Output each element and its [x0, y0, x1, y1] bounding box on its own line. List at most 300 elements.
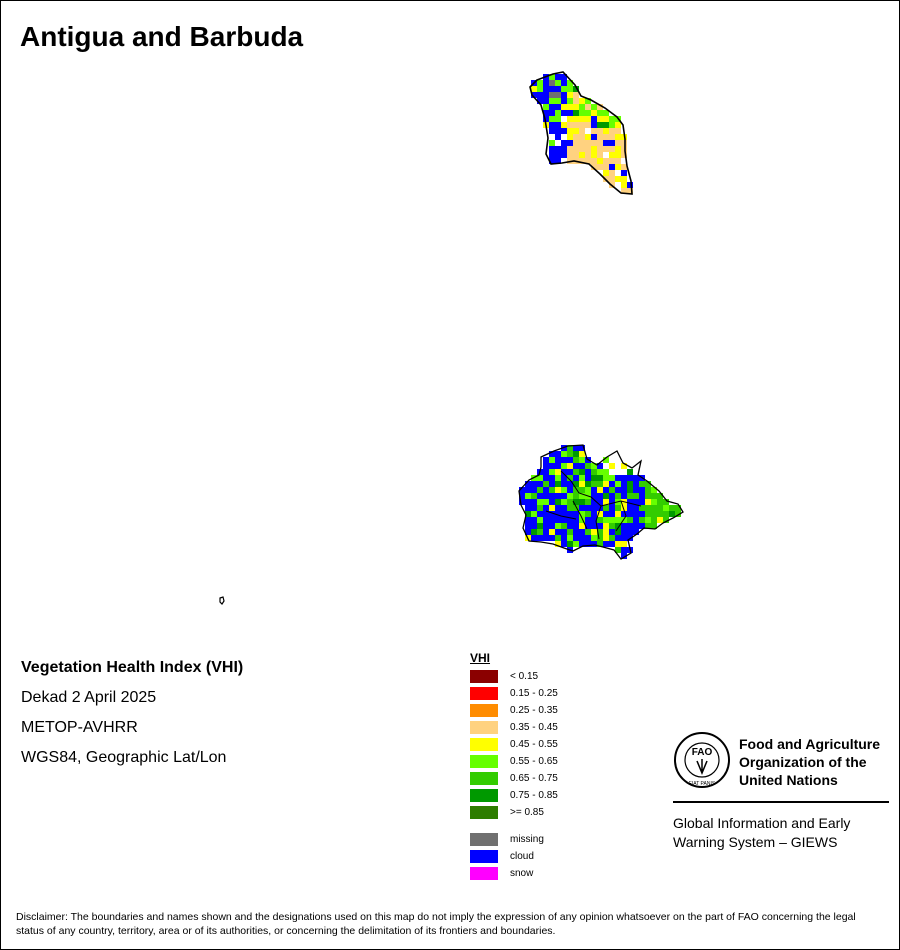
fao-name-line-2: Organization of the	[739, 754, 867, 770]
vhi-pixel	[603, 493, 609, 499]
vhi-pixel	[531, 517, 537, 523]
vhi-pixel	[621, 529, 627, 535]
vhi-pixel	[555, 86, 561, 92]
vhi-pixel	[663, 511, 669, 517]
vhi-pixel	[603, 116, 609, 122]
vhi-pixel	[549, 517, 555, 523]
vhi-pixel	[555, 529, 561, 535]
vhi-pixel	[615, 529, 621, 535]
vhi-pixel	[543, 535, 549, 541]
vhi-pixel	[555, 523, 561, 529]
vhi-pixel	[591, 529, 597, 535]
vhi-pixel	[555, 469, 561, 475]
vhi-pixel	[591, 122, 597, 128]
vhi-pixel	[567, 511, 573, 517]
vhi-pixel	[573, 457, 579, 463]
vhi-pixel	[615, 487, 621, 493]
vhi-pixel	[573, 98, 579, 104]
legend-label: 0.15 - 0.25	[510, 688, 558, 699]
vhi-pixel	[555, 128, 561, 134]
vhi-pixel	[573, 128, 579, 134]
vhi-pixel	[543, 104, 549, 110]
legend-label: snow	[510, 868, 534, 879]
vhi-pixel	[537, 523, 543, 529]
vhi-pixel	[597, 164, 603, 170]
vhi-pixel	[621, 170, 627, 176]
vhi-pixel	[549, 487, 555, 493]
vhi-pixel	[567, 146, 573, 152]
vhi-pixel	[573, 116, 579, 122]
vhi-pixel	[591, 469, 597, 475]
vhi-pixel	[627, 505, 633, 511]
vhi-pixel	[525, 487, 531, 493]
vhi-pixel	[549, 529, 555, 535]
vhi-pixel	[537, 529, 543, 535]
vhi-pixel	[579, 505, 585, 511]
vhi-pixel	[543, 493, 549, 499]
vhi-pixel	[561, 541, 567, 547]
vhi-pixel	[543, 499, 549, 505]
vhi-pixel	[621, 176, 627, 182]
vhi-pixel	[573, 493, 579, 499]
vhi-pixel	[561, 80, 567, 86]
vhi-pixel	[531, 499, 537, 505]
vhi-pixel	[561, 92, 567, 98]
vhi-pixel	[579, 122, 585, 128]
vhi-pixel	[615, 481, 621, 487]
vhi-pixel	[549, 116, 555, 122]
vhi-pixel	[567, 457, 573, 463]
vhi-pixel	[591, 158, 597, 164]
vhi-pixel	[585, 140, 591, 146]
vhi-pixel	[579, 146, 585, 152]
vhi-pixel	[603, 122, 609, 128]
vhi-pixel	[561, 98, 567, 104]
vhi-pixel	[567, 529, 573, 535]
legend-special-classes	[470, 831, 558, 882]
vhi-pixel	[597, 146, 603, 152]
vhi-pixel	[591, 110, 597, 116]
vhi-pixel	[603, 481, 609, 487]
vhi-pixel	[591, 140, 597, 146]
vhi-pixel	[609, 529, 615, 535]
vhi-pixel	[585, 529, 591, 535]
vhi-pixel	[615, 511, 621, 517]
vhi-pixel	[591, 505, 597, 511]
vhi-pixel	[651, 511, 657, 517]
vhi-pixel	[549, 104, 555, 110]
legend-swatch	[470, 867, 498, 880]
legend-swatch	[470, 670, 498, 683]
index-name: Vegetation Health Index (VHI)	[21, 659, 244, 676]
vhi-pixel	[531, 511, 537, 517]
vhi-pixel	[609, 134, 615, 140]
vhi-pixel	[573, 92, 579, 98]
vhi-pixel	[597, 152, 603, 158]
vhi-pixel	[537, 511, 543, 517]
vhi-pixel	[561, 146, 567, 152]
legend-label: 0.55 - 0.65	[510, 756, 558, 767]
vhi-pixel	[573, 541, 579, 547]
vhi-pixel	[609, 481, 615, 487]
vhi-pixel	[615, 140, 621, 146]
vhi-pixel	[615, 128, 621, 134]
vhi-pixel	[609, 128, 615, 134]
vhi-pixel	[633, 523, 639, 529]
vhi-pixel	[603, 541, 609, 547]
vhi-pixel	[591, 116, 597, 122]
vhi-pixel	[657, 517, 663, 523]
vhi-pixel	[627, 481, 633, 487]
vhi-pixel	[633, 481, 639, 487]
vhi-pixel	[561, 122, 567, 128]
vhi-pixel	[567, 451, 573, 457]
vhi-pixel	[573, 152, 579, 158]
vhi-pixel	[627, 517, 633, 523]
vhi-pixel	[549, 469, 555, 475]
vhi-pixel	[555, 505, 561, 511]
vhi-pixel	[573, 535, 579, 541]
vhi-pixel	[579, 481, 585, 487]
vhi-pixel	[567, 128, 573, 134]
vhi-pixel	[609, 176, 615, 182]
legend-item	[470, 787, 558, 804]
vhi-pixel	[597, 469, 603, 475]
vhi-pixel	[555, 104, 561, 110]
vhi-pixel	[591, 535, 597, 541]
vhi-pixel	[585, 104, 591, 110]
vhi-pixel	[555, 475, 561, 481]
vhi-pixel	[639, 511, 645, 517]
vhi-pixel	[579, 469, 585, 475]
vhi-pixel	[567, 116, 573, 122]
vhi-pixel	[615, 122, 621, 128]
vhi-pixel	[633, 505, 639, 511]
legend-item	[470, 719, 558, 736]
vhi-pixel	[567, 487, 573, 493]
vhi-pixel	[549, 493, 555, 499]
vhi-pixel	[549, 523, 555, 529]
vhi-pixel	[555, 110, 561, 116]
vhi-pixel	[597, 517, 603, 523]
vhi-pixel	[555, 146, 561, 152]
vhi-pixel	[555, 98, 561, 104]
vhi-pixel	[555, 92, 561, 98]
vhi-pixel	[567, 505, 573, 511]
vhi-pixel	[585, 511, 591, 517]
vhi-pixel	[531, 487, 537, 493]
vhi-pixel	[573, 529, 579, 535]
vhi-pixel	[627, 529, 633, 535]
vhi-pixel	[549, 535, 555, 541]
vhi-pixel	[573, 511, 579, 517]
vhi-pixel	[579, 487, 585, 493]
vhi-pixel	[567, 122, 573, 128]
vhi-pixel	[555, 463, 561, 469]
vhi-pixel	[585, 110, 591, 116]
legend-swatch	[470, 755, 498, 768]
legend-label: >= 0.85	[510, 807, 544, 818]
vhi-pixel	[561, 487, 567, 493]
fao-logo-acronym: FAO	[691, 747, 713, 758]
vhi-pixel	[567, 469, 573, 475]
vhi-pixel	[639, 487, 645, 493]
legend-item	[470, 831, 558, 848]
vhi-pixel	[573, 463, 579, 469]
vhi-pixel	[585, 487, 591, 493]
vhi-pixel	[531, 481, 537, 487]
vhi-pixel	[537, 92, 543, 98]
vhi-pixel	[555, 152, 561, 158]
vhi-pixel	[615, 164, 621, 170]
vhi-pixel	[549, 110, 555, 116]
vhi-pixel	[561, 86, 567, 92]
vhi-pixel	[573, 104, 579, 110]
vhi-pixel	[531, 86, 537, 92]
vhi-pixel	[543, 98, 549, 104]
vhi-pixel	[627, 511, 633, 517]
vhi-pixel	[603, 134, 609, 140]
vhi-pixel	[615, 146, 621, 152]
vhi-pixel	[543, 529, 549, 535]
legend-item	[470, 685, 558, 702]
vhi-pixel	[627, 493, 633, 499]
vhi-pixel	[549, 505, 555, 511]
vhi-pixel	[549, 86, 555, 92]
vhi-pixel	[555, 499, 561, 505]
redonda-island	[220, 597, 224, 604]
vhi-pixel	[573, 146, 579, 152]
vhi-pixel	[573, 140, 579, 146]
vhi-pixel	[591, 152, 597, 158]
vhi-pixel	[567, 152, 573, 158]
vhi-pixel	[609, 535, 615, 541]
legend-label: 0.45 - 0.55	[510, 739, 558, 750]
legend-label: 0.65 - 0.75	[510, 773, 558, 784]
vhi-pixel	[555, 517, 561, 523]
vhi-pixel	[591, 511, 597, 517]
vhi-pixel	[543, 86, 549, 92]
vhi-pixel	[531, 523, 537, 529]
vhi-pixel	[585, 499, 591, 505]
legend-item	[470, 770, 558, 787]
map-canvas	[1, 1, 899, 949]
vhi-pixel	[525, 493, 531, 499]
map-title: Antigua and Barbuda	[20, 21, 304, 52]
vhi-pixel	[615, 517, 621, 523]
vhi-pixel	[579, 475, 585, 481]
vhi-pixel	[603, 511, 609, 517]
vhi-pixel	[585, 146, 591, 152]
vhi-pixel	[585, 134, 591, 140]
vhi-pixel	[591, 541, 597, 547]
vhi-pixel	[615, 541, 621, 547]
vhi-pixel	[615, 152, 621, 158]
legend-item	[470, 736, 558, 753]
vhi-pixel	[597, 134, 603, 140]
vhi-pixel	[567, 98, 573, 104]
vhi-pixel	[567, 92, 573, 98]
vhi-pixel	[543, 80, 549, 86]
vhi-pixel	[549, 122, 555, 128]
vhi-pixel	[585, 469, 591, 475]
vhi-pixel	[531, 493, 537, 499]
vhi-pixel	[639, 493, 645, 499]
vhi-pixel	[549, 457, 555, 463]
vhi-pixel	[579, 529, 585, 535]
fao-logo-motto: FIAT PANIS	[688, 781, 716, 787]
vhi-pixel	[597, 493, 603, 499]
vhi-pixel	[597, 523, 603, 529]
vhi-pixel	[609, 164, 615, 170]
vhi-pixel	[567, 523, 573, 529]
sensor: METOP-AVHRR	[21, 719, 138, 736]
vhi-pixel	[561, 493, 567, 499]
vhi-pixel	[561, 451, 567, 457]
vhi-pixel	[639, 499, 645, 505]
legend-label: cloud	[510, 851, 534, 862]
vhi-pixel	[549, 499, 555, 505]
vhi-pixel	[579, 140, 585, 146]
legend-swatch	[470, 772, 498, 785]
vhi-pixel	[609, 511, 615, 517]
vhi-pixel	[645, 493, 651, 499]
vhi-pixel	[579, 499, 585, 505]
vhi-pixel	[561, 152, 567, 158]
vhi-pixel	[579, 104, 585, 110]
vhi-pixel	[627, 469, 633, 475]
vhi-pixel	[609, 116, 615, 122]
vhi-pixel	[579, 110, 585, 116]
vhi-pixel	[651, 505, 657, 511]
vhi-pixel	[555, 481, 561, 487]
vhi-pixel	[549, 481, 555, 487]
vhi-pixel	[567, 463, 573, 469]
vhi-pixel	[573, 523, 579, 529]
vhi-pixel	[537, 499, 543, 505]
projection: WGS84, Geographic Lat/Lon	[21, 749, 227, 766]
vhi-pixel	[603, 140, 609, 146]
vhi-pixel	[657, 511, 663, 517]
vhi-pixel	[603, 469, 609, 475]
vhi-pixel	[633, 511, 639, 517]
vhi-pixel	[609, 523, 615, 529]
vhi-pixel	[621, 182, 627, 188]
period: Dekad 2 April 2025	[21, 689, 157, 706]
vhi-pixel	[579, 457, 585, 463]
vhi-pixel	[549, 475, 555, 481]
vhi-pixel	[555, 457, 561, 463]
vhi-pixel	[621, 140, 627, 146]
vhi-pixel	[537, 505, 543, 511]
vhi-pixel	[585, 116, 591, 122]
vhi-pixel	[621, 487, 627, 493]
vhi-pixel	[579, 98, 585, 104]
vhi-pixel	[597, 535, 603, 541]
vhi-pixel	[555, 487, 561, 493]
vhi-pixel	[543, 475, 549, 481]
vhi-pixel	[555, 451, 561, 457]
vhi-pixel	[537, 493, 543, 499]
vhi-pixel	[591, 146, 597, 152]
vhi-pixel	[549, 152, 555, 158]
legend-label: 0.75 - 0.85	[510, 790, 558, 801]
vhi-pixel	[573, 451, 579, 457]
vhi-pixel	[603, 487, 609, 493]
legend-item	[470, 702, 558, 719]
legend-label: 0.25 - 0.35	[510, 705, 558, 716]
vhi-pixel	[621, 541, 627, 547]
vhi-pixel	[579, 134, 585, 140]
giews-line-2: Warning System – GIEWS	[673, 834, 838, 850]
vhi-pixel	[597, 140, 603, 146]
vhi-pixel	[627, 475, 633, 481]
vhi-pixel	[603, 523, 609, 529]
vhi-pixel	[603, 529, 609, 535]
vhi-pixel	[567, 535, 573, 541]
vhi-pixel	[573, 134, 579, 140]
vhi-pixel	[615, 475, 621, 481]
vhi-pixel	[597, 110, 603, 116]
vhi-pixel	[525, 499, 531, 505]
vhi-pixel	[603, 158, 609, 164]
vhi-pixel	[567, 86, 573, 92]
vhi-pixel	[573, 475, 579, 481]
vhi-pixel	[633, 493, 639, 499]
vhi-pixel	[669, 511, 675, 517]
vhi-pixel	[567, 493, 573, 499]
vhi-pixel	[573, 110, 579, 116]
vhi-pixel	[609, 122, 615, 128]
vhi-pixel	[603, 517, 609, 523]
vhi-pixel	[543, 457, 549, 463]
legend-item	[470, 848, 558, 865]
vhi-pixel	[537, 535, 543, 541]
vhi-pixel	[609, 541, 615, 547]
vhi-pixel	[585, 481, 591, 487]
fao-name-line-1: Food and Agriculture	[739, 736, 881, 752]
vhi-pixel	[561, 529, 567, 535]
vhi-pixel	[663, 505, 669, 511]
legend-swatch	[470, 850, 498, 863]
vhi-pixel	[567, 541, 573, 547]
vhi-pixel	[579, 535, 585, 541]
vhi-pixel	[579, 128, 585, 134]
vhi-pixel	[591, 481, 597, 487]
vhi-pixel	[609, 487, 615, 493]
fao-name-line-3: United Nations	[739, 772, 838, 788]
vhi-pixel	[549, 128, 555, 134]
vhi-pixel	[555, 134, 561, 140]
legend-label: < 0.15	[510, 671, 539, 682]
vhi-pixel	[591, 134, 597, 140]
vhi-pixel	[549, 140, 555, 146]
vhi-pixel	[585, 475, 591, 481]
vhi-pixel	[603, 535, 609, 541]
legend-item	[470, 668, 558, 685]
fao-name	[739, 735, 899, 789]
vhi-legend	[470, 651, 558, 882]
vhi-pixel	[615, 505, 621, 511]
fao-logo-icon	[673, 731, 731, 789]
vhi-pixel	[597, 158, 603, 164]
vhi-pixel	[531, 505, 537, 511]
vhi-pixel	[579, 463, 585, 469]
vhi-pixel	[651, 499, 657, 505]
legend-item	[470, 804, 558, 821]
legend-swatch	[470, 806, 498, 819]
vhi-pixel	[579, 152, 585, 158]
